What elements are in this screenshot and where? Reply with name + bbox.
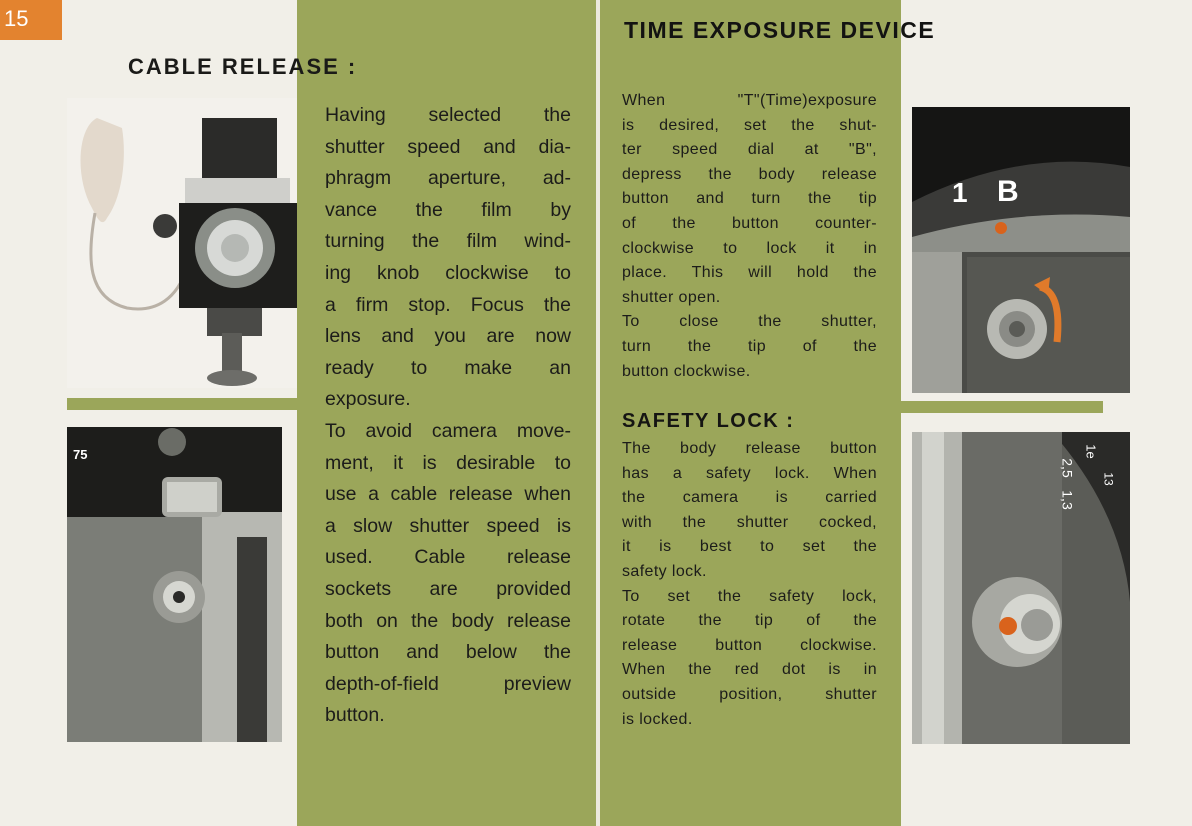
text-line: button and below the [325,641,571,664]
text-line: When the red dot is in [622,661,877,679]
text-line: phragm aperture, ad- [325,167,571,190]
text-line: sockets are provided [325,577,571,600]
text-line: clockwise to lock it in [622,239,877,257]
page-number: 15 [4,6,29,31]
shutter-dial-photo [912,107,1130,393]
text-line: When "T"(Time)exposure [622,92,877,109]
text-line: is locked. [622,710,693,728]
time-exposure-text [622,89,877,384]
text-line: both on the body release [325,609,571,632]
text-line: turn the tip of the [622,337,877,355]
text-line: ready to make an [325,356,571,379]
text-line: it is best to set the [622,538,877,556]
text-line: use a cable release when [325,483,571,506]
text-line: depress the body release [622,165,877,183]
text-line: shutter open. [622,288,721,306]
lens-scale-c: 1e [1083,444,1099,459]
text-line: ter speed dial at "B", [622,141,877,159]
text-line: has a safety lock. When [622,464,877,482]
safety-lock-heading: SAFETY LOCK : [622,410,795,432]
cable-release-photo [67,98,297,388]
text-line: rotate the tip of the [622,612,877,630]
text-line: used. Cable release [325,546,571,569]
text-line: ing knob clockwise to [325,261,571,284]
text-line: outside position, shutter [622,685,877,703]
left-divider-bar [67,398,297,410]
text-line: place. This will hold the [622,264,877,282]
text-line: button and turn the tip [622,190,877,208]
text-line: safety lock. [622,562,707,580]
lens-scale-a: 2,5 [1059,458,1076,478]
text-line: vance the film by [325,198,571,221]
page-number-tab [0,0,62,40]
safety-lock-text [622,437,877,732]
cable-release-heading: CABLE RELEASE : [128,54,358,79]
cable-release-text [325,100,571,732]
text-line: button clockwise. [622,362,751,380]
text-line: with the shutter cocked, [622,513,877,531]
shutter-dial-number: 1 [952,177,968,208]
page-gutter [596,0,600,826]
text-line: a slow shutter speed is [325,514,571,537]
text-line: exposure. [325,388,411,411]
text-line: depth-of-field preview [325,672,571,695]
text-line: lens and you are now [325,325,571,348]
text-line: of the button counter- [622,214,877,232]
text-line: the camera is carried [622,489,877,507]
body-release-photo [67,427,282,742]
time-exposure-heading: TIME EXPOSURE DEVICE [624,17,936,43]
text-line: Having selected the [325,104,571,126]
text-line: shutter speed and dia- [325,135,571,158]
lens-scale-b: 1,3 [1059,490,1076,510]
text-line: button. [325,704,385,727]
right-divider-bar [901,401,1103,413]
text-line: To close the shutter, [622,313,877,331]
text-line: a firm stop. Focus the [325,293,571,316]
lens-scale-d: 13 [1101,472,1116,486]
text-line: The body release button [622,440,877,457]
text-line: ment, it is desirable to [325,451,571,474]
text-line: To set the safety lock, [622,587,877,605]
shutter-dial-b-setting: B [997,175,1019,208]
left-photo-scale: 75 [73,447,88,462]
text-line: is desired, set the shut- [622,116,877,134]
text-line: To avoid camera move- [325,419,571,442]
text-line: release button clockwise. [622,636,877,654]
safety-lock-photo [912,432,1130,744]
text-line: turning the film wind- [325,230,571,253]
